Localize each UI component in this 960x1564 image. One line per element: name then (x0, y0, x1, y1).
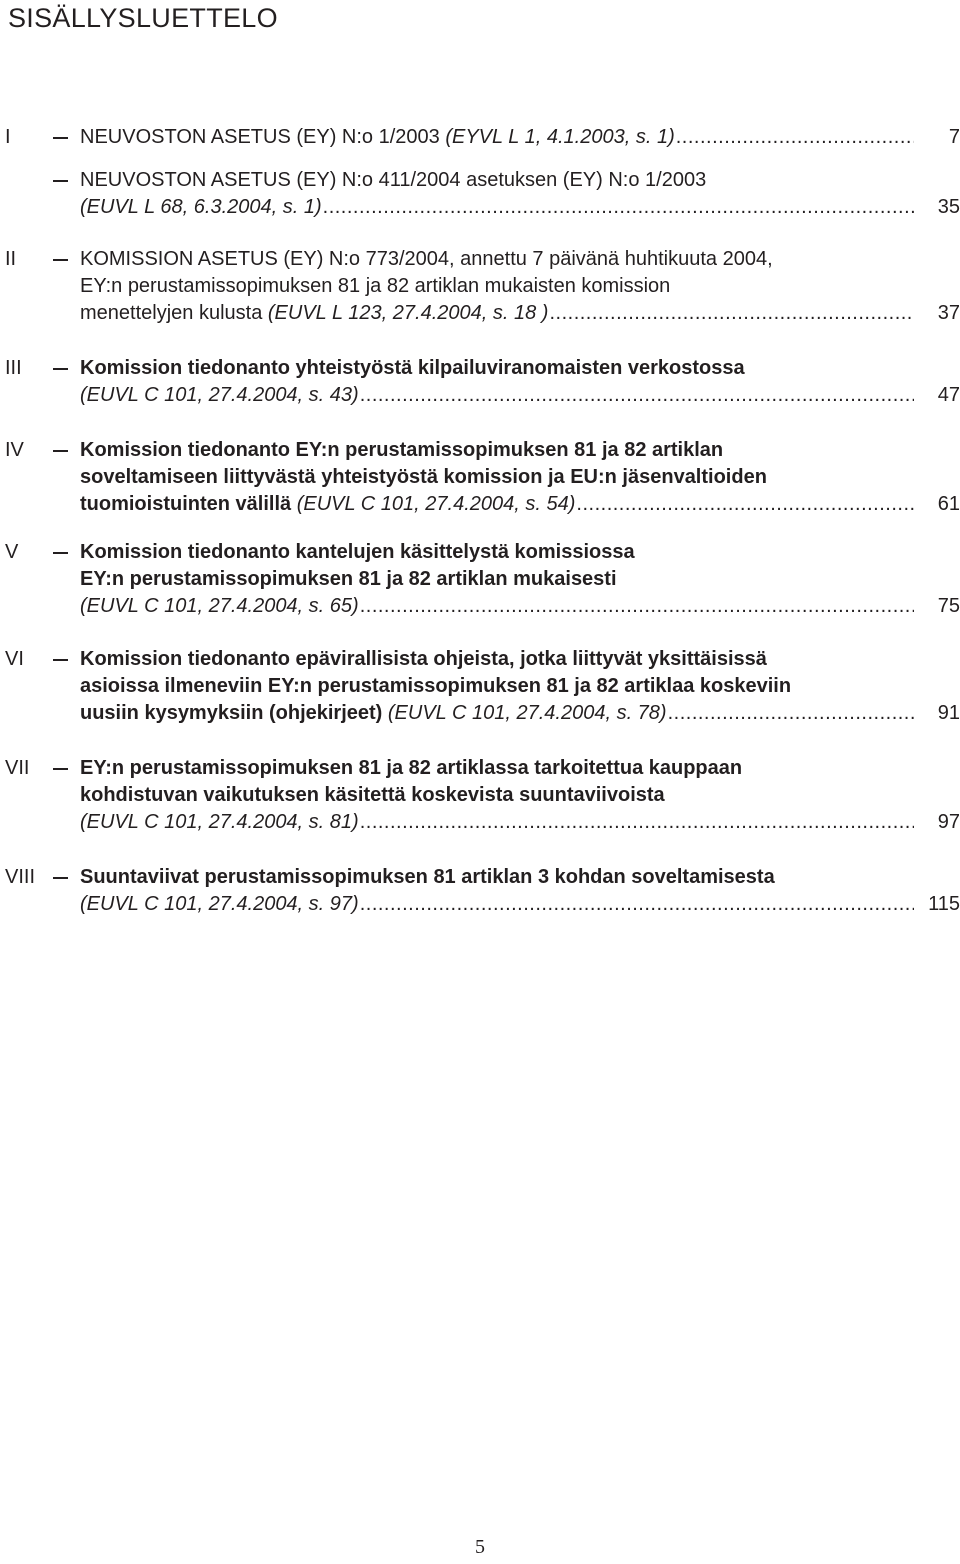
title-text: NEUVOSTON ASETUS (EY) N:o 411/2004 asetuksen (EY) N:o 1/2003 (80, 169, 707, 191)
dash-marker (53, 877, 68, 879)
title-text: soveltamiseen liittyvästä yhteistyöstä komission ja EU:n jäsenvaltioiden (80, 466, 767, 488)
citation-text: (EUVL C 101, 27.4.2004, s. 54) (296, 493, 576, 515)
title-text: KOMISSION ASETUS (EY) N:o 773/2004, annettu 7 päivänä huhtikuuta 2004, (80, 248, 773, 270)
toc-line (80, 246, 960, 273)
title-text: asioissa ilmeneviin EY:n perustamissopimuksen 81 ja 82 artiklaa koskeviin (80, 675, 792, 697)
dash-marker (53, 768, 68, 770)
title-text: NEUVOSTON ASETUS (EY) N:o 1/2003 (80, 126, 446, 148)
dot-leader (576, 491, 914, 518)
toc-numeral: IV (5, 439, 24, 461)
toc-item (80, 167, 960, 221)
dot-leader (360, 809, 914, 836)
toc-numeral: III (5, 357, 22, 379)
dash-marker (53, 137, 68, 139)
toc-line (80, 891, 960, 918)
title-text: EY:n perustamissopimuksen 81 ja 82 artiklan mukaisten komission (80, 275, 671, 297)
dot-leader (323, 194, 914, 221)
page-title: SISÄLLYSLUETTELO (8, 3, 278, 33)
dot-leader (676, 124, 914, 151)
page-ref: 61 (937, 493, 960, 515)
title-text: Komission tiedonanto epävirallisista ohjeista, jotka liittyvät yksittäisissä (80, 648, 767, 670)
dot-leader (360, 891, 914, 918)
citation-text: (EUVL C 101, 27.4.2004, s. 81) (80, 811, 359, 833)
page-ref: 37 (937, 302, 960, 324)
toc-item (80, 355, 960, 409)
toc-line (80, 700, 960, 727)
title-text: menettelyjen kulusta (80, 302, 268, 324)
title-text: uusiin kysymyksiin (ohjekirjeet) (80, 702, 388, 724)
toc-line (80, 593, 960, 620)
toc-item (80, 246, 960, 327)
toc-line (80, 539, 960, 566)
dot-leader (549, 300, 914, 327)
toc-line (80, 755, 960, 782)
dash-marker (53, 368, 68, 370)
dash-marker (53, 450, 68, 452)
toc-line (80, 300, 960, 327)
toc-line (80, 491, 960, 518)
toc-item (80, 646, 960, 727)
toc-numeral: VIII (5, 866, 36, 888)
page-ref: 97 (937, 811, 960, 833)
citation-text: (EUVL C 101, 27.4.2004, s. 65) (80, 595, 359, 617)
title-text: Komission tiedonanto kantelujen käsittelystä komissiossa (80, 541, 635, 563)
citation-text: (EUVL L 123, 27.4.2004, s. 18 ) (267, 302, 549, 324)
page-ref: 47 (937, 384, 960, 406)
title-text: EY:n perustamissopimuksen 81 ja 82 artiklan mukaisesti (80, 568, 617, 590)
citation-text: (EUVL C 101, 27.4.2004, s. 78) (387, 702, 667, 724)
title-text: Komission tiedonanto yhteistyöstä kilpailuviranomaisten verkostossa (80, 357, 745, 379)
toc-line (80, 566, 960, 593)
toc-line (80, 273, 960, 300)
dot-leader (360, 593, 914, 620)
citation-text: (EYVL L 1, 4.1.2003, s. 1) (445, 126, 675, 148)
toc-item (80, 437, 960, 518)
toc-line (80, 646, 960, 673)
page-number: 5 (475, 1536, 485, 1558)
dash-marker (53, 180, 68, 182)
toc-line (80, 355, 960, 382)
toc-line (80, 382, 960, 409)
page-ref: 91 (937, 702, 960, 724)
toc-item (80, 755, 960, 836)
citation-text: (EUVL C 101, 27.4.2004, s. 97) (80, 893, 359, 915)
toc-line (80, 673, 960, 700)
title-text: tuomioistuinten välillä (80, 493, 297, 515)
toc-item (80, 864, 960, 918)
toc-numeral: VI (5, 648, 24, 670)
toc-line (80, 782, 960, 809)
toc-numeral: II (5, 248, 17, 270)
toc-line (80, 167, 960, 194)
toc-line (80, 809, 960, 836)
toc-line (80, 437, 960, 464)
title-text: Komission tiedonanto EY:n perustamissopimuksen 81 ja 82 artiklan (80, 439, 724, 461)
dot-leader (360, 382, 914, 409)
toc-item (80, 124, 960, 151)
dash-marker (53, 259, 68, 261)
page-ref: 35 (937, 196, 960, 218)
citation-text: (EUVL C 101, 27.4.2004, s. 43) (80, 384, 359, 406)
dot-leader (668, 700, 914, 727)
toc-line (80, 124, 960, 151)
page-ref: 75 (937, 595, 960, 617)
toc-line (80, 864, 960, 891)
dash-marker (53, 552, 68, 554)
toc-line (80, 464, 960, 491)
title-text: Suuntaviivat perustamissopimuksen 81 artiklan 3 kohdan soveltamisesta (80, 866, 775, 888)
citation-text: (EUVL L 68, 6.3.2004, s. 1) (80, 196, 322, 218)
toc-numeral: I (5, 126, 11, 148)
toc-numeral: VII (5, 757, 30, 779)
toc-numeral: V (5, 541, 19, 563)
title-text: EY:n perustamissopimuksen 81 ja 82 artiklassa tarkoitettua kauppaan (80, 757, 743, 779)
dash-marker (53, 659, 68, 661)
toc-line (80, 194, 960, 221)
toc-item (80, 539, 960, 620)
page-ref: 115 (928, 893, 960, 915)
title-text: kohdistuvan vaikutuksen käsitettä koskevista suuntaviivoista (80, 784, 665, 806)
page-ref: 7 (948, 126, 960, 148)
